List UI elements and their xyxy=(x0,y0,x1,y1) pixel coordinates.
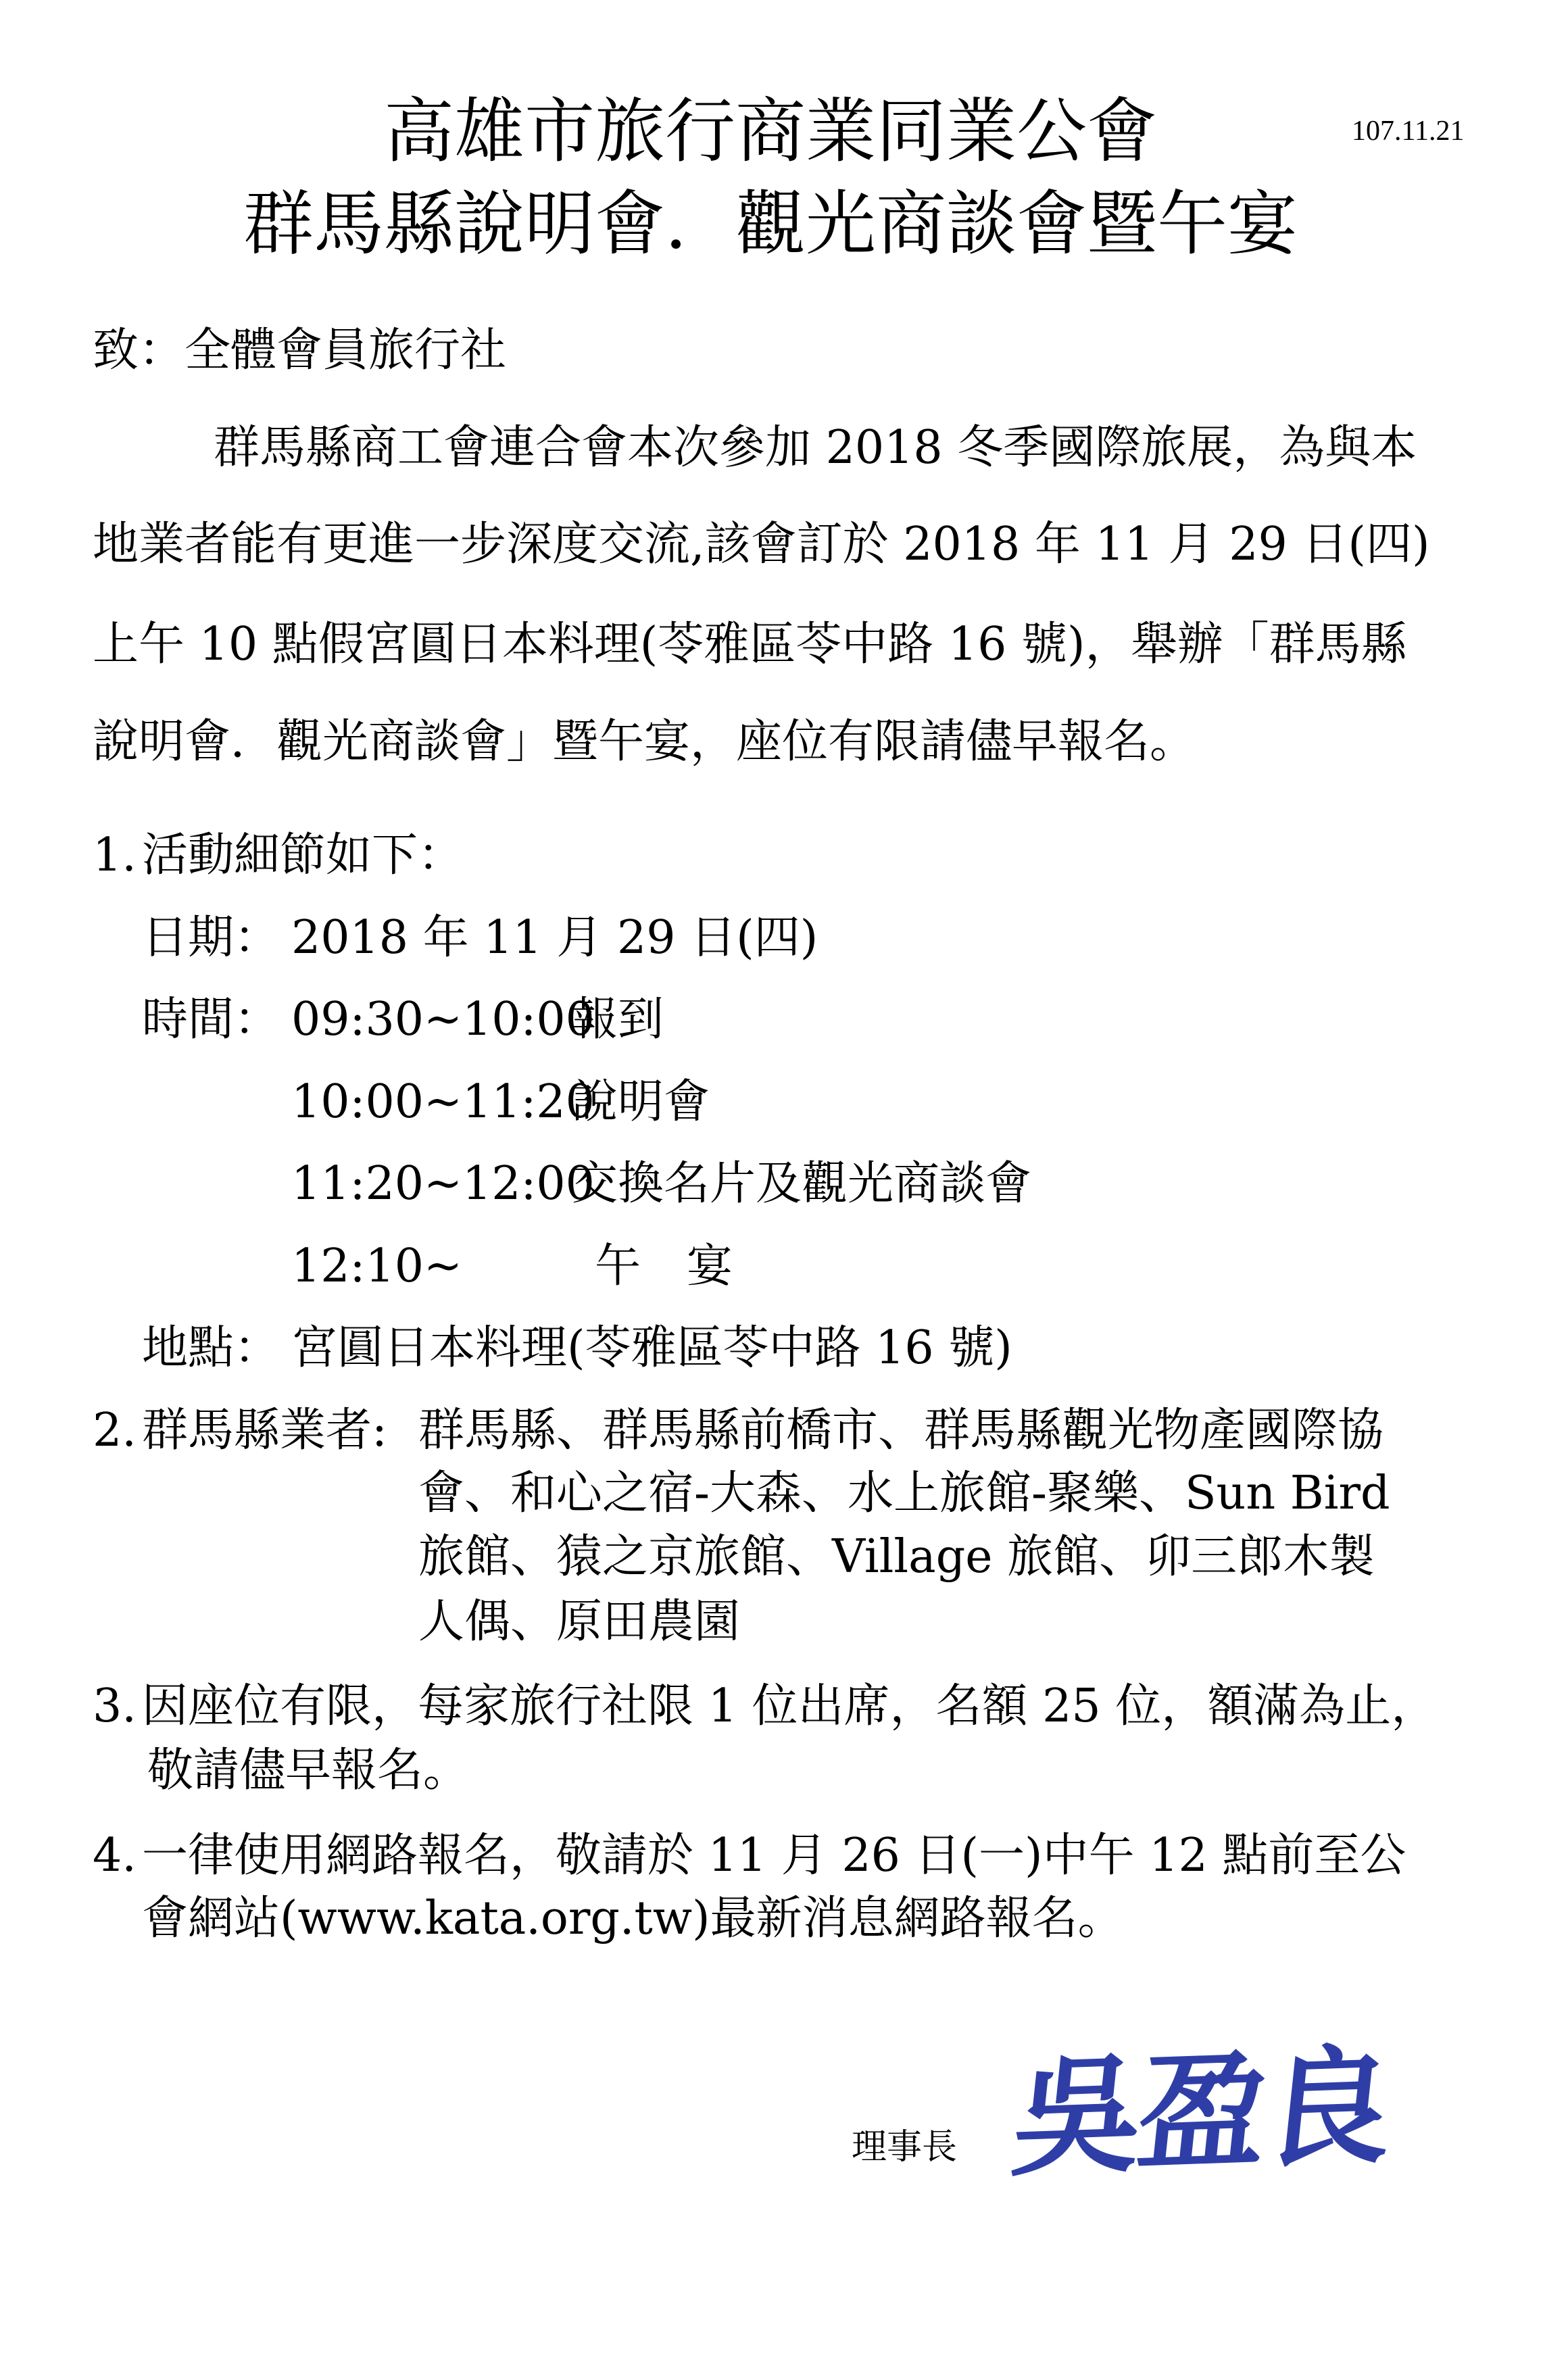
intro-line: 上午 10 點假宮圓日本料理(苓雅區苓中路 16 號)，舉辦「群馬縣 xyxy=(93,618,1407,671)
schedule-time: 09:30~10:00 xyxy=(291,993,595,1046)
item-number: 1. xyxy=(93,829,137,882)
vendor-line: 會、和心之宿-大森、水上旅館-聚樂、Sun Bird xyxy=(418,1467,1390,1520)
intro-line: 說明會．觀光商談會」暨午宴，座位有限請儘早報名。 xyxy=(93,715,1196,768)
schedule-activity: 說明會 xyxy=(572,1075,710,1129)
details-heading: 活動細節如下： xyxy=(142,829,464,882)
location-label: 地點： xyxy=(142,1321,280,1375)
item-number: 2. xyxy=(93,1404,137,1457)
vendor-line: 人偶、原田農園 xyxy=(418,1595,741,1648)
seating-line: 因座位有限，每家旅行社限 1 位出席，名額 25 位，額滿為止， xyxy=(142,1680,1438,1733)
vendor-line: 群馬縣、群馬縣前橋市、群馬縣觀光物產國際協 xyxy=(418,1404,1384,1457)
schedule-time: 12:10~ xyxy=(291,1240,462,1293)
vendor-line: 旅館、猿之京旅館、Village 旅館、卯三郎木製 xyxy=(418,1530,1375,1584)
registration-line: 一律使用網路報名，敬請於 11 月 26 日(一)中午 12 點前至公 xyxy=(142,1829,1406,1882)
schedule-activity: 午 宴 xyxy=(595,1240,733,1293)
time-label: 時間： xyxy=(142,993,280,1046)
organization-title: 高雄市旅行商業同業公會 xyxy=(383,90,1157,172)
seating-line: 敬請儘早報名。 xyxy=(147,1744,470,1797)
chairman-signature: 吳盈良 xyxy=(1006,2030,1397,2194)
recipient-line: 致：全體會員旅行社 xyxy=(93,324,507,377)
schedule-time: 10:00~11:20 xyxy=(291,1075,595,1129)
vendors-heading: 群馬縣業者: xyxy=(142,1404,387,1457)
item-number: 4. xyxy=(93,1829,137,1882)
date-label: 日期： xyxy=(142,911,280,964)
item-number: 3. xyxy=(93,1680,137,1733)
intro-line: 群馬縣商工會連合會本次參加 2018 冬季國際旅展，為與本 xyxy=(214,421,1417,474)
schedule-activity: 交換名片及觀光商談會 xyxy=(572,1157,1032,1211)
date-value: 2018 年 11 月 29 日(四) xyxy=(291,911,818,964)
location-value: 宮圓日本料理(苓雅區苓中路 16 號) xyxy=(291,1321,1012,1375)
intro-line: 地業者能有更進一步深度交流,該會訂於 2018 年 11 月 29 日(四) xyxy=(93,518,1430,571)
schedule-time: 11:20~12:00 xyxy=(291,1157,595,1211)
event-title: 群馬縣說明會．觀光商談會暨午宴 xyxy=(243,182,1298,265)
schedule-activity: 報到 xyxy=(572,993,664,1046)
document-date: 107.11.21 xyxy=(1352,116,1465,147)
registration-line: 會網站(www.kata.org.tw)最新消息網路報名。 xyxy=(142,1892,1124,1945)
chairman-title: 理事長 xyxy=(852,2127,958,2168)
